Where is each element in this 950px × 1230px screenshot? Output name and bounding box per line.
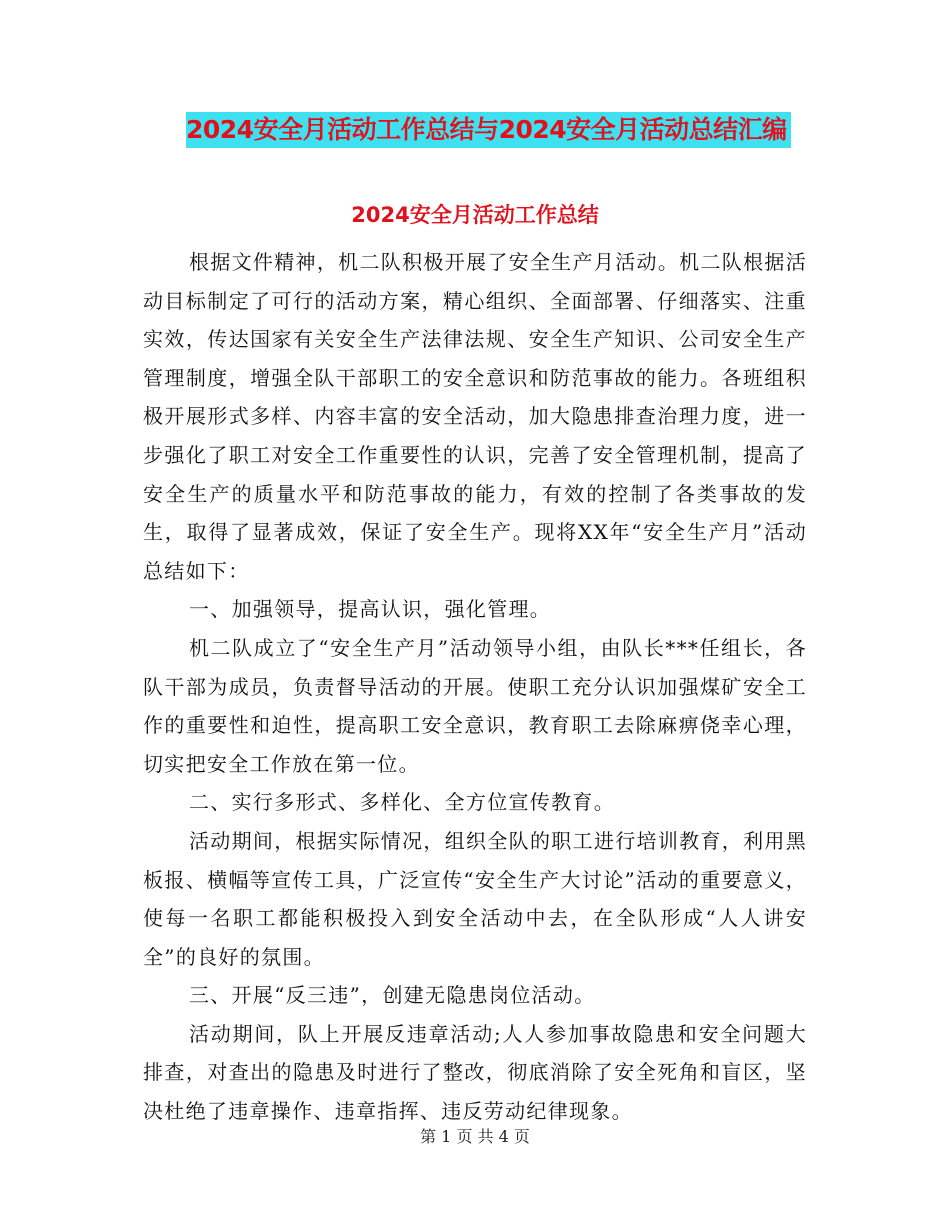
paragraph-intro: 根据文件精神，机二队积极开展了安全生产月活动。机二队根据活动目标制定了可行的活动方案，精心组织、全面部署、仔细落实、注重实效，传达国家有关安全生产法律法规、安全生产知识、公司安全生产管理制度，增强全队干部职工的安全意识和防范事故的能力。各班组积极开展形式多样、内容丰富的安全活动，加大隐患排查治理力度，进一步强化了职工对安全工作重要性的认识，完善了安全管理机制，提高了安全生产的质量水平和防范事故的能力，有效的控制了各类事故的发生，取得了显著成效，保证了安全生产。现将XX年“安全生产月”活动总结如下： bbox=[143, 250, 807, 583]
paragraph-leadership: 机二队成立了“安全生产月”活动领导小组，由队长***任组长，各队干部为成员，负责督导活动的开展。使职工充分认识加强煤矿安全工作的重要性和迫性，提高职工安全意识，教育职工去除麻痹侥幸心理，切实把安全工作放在第一位。 bbox=[143, 635, 807, 776]
section-title: 2024安全月活动工作总结 bbox=[351, 203, 599, 227]
document-body bbox=[143, 243, 807, 1131]
paragraph-anti-violation: 活动期间，队上开展反违章活动;人人参加事故隐患和安全问题大排查，对查出的隐患及时进行了整改，彻底消除了安全死角和盲区，坚决杜绝了违章操作、违章指挥、违反劳动纪律现象。 bbox=[143, 1021, 807, 1124]
document-title: 2024安全月活动工作总结与2024安全月活动总结汇编 bbox=[186, 112, 791, 148]
heading-publicity: 二、实行多形式、多样化、全方位宣传教育。 bbox=[189, 790, 615, 815]
heading-leadership: 一、加强领导，提高认识，强化管理。 bbox=[189, 597, 552, 622]
page-footer: 第 1 页 共 4 页 bbox=[420, 1127, 530, 1146]
paragraph-publicity: 活动期间，根据实际情况，组织全队的职工进行培训教育，利用黑板报、横幅等宣传工具，广泛宣传“安全生产大讨论”活动的重要意义，使每一名职工都能积极投入到安全活动中去，在全队形成“人人讲安全”的良好的氛围。 bbox=[143, 828, 807, 969]
heading-anti-violation: 三、开展“反三违”，创建无隐患岗位活动。 bbox=[189, 983, 596, 1008]
